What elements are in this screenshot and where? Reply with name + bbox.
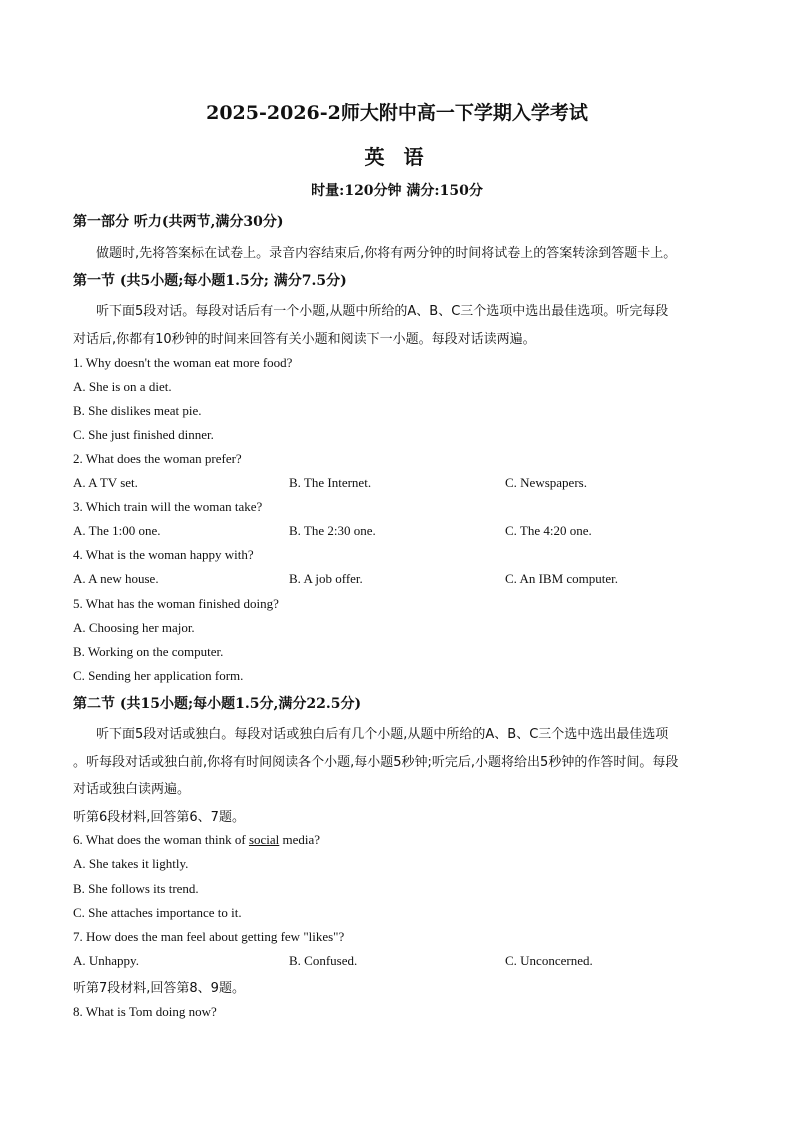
section2-instruction-1: 听下面5段对话或独白。每段对话或独白后有几个小题,从题中所给的A、B、C三个选中选出最佳选项 bbox=[96, 727, 669, 742]
question-5-option-b: B. Working on the computer. bbox=[73, 644, 224, 659]
question-4-option-b: B. A job offer. bbox=[289, 571, 363, 586]
question-2-option-a: A. A TV set. bbox=[73, 475, 138, 490]
question-7-option-a: A. Unhappy. bbox=[73, 953, 139, 968]
section2-instruction-3: 对话或独白读两遍。 bbox=[73, 782, 191, 797]
question-6-option-c: C. She attaches importance to it. bbox=[73, 905, 242, 920]
question-5-option-a: A. Choosing her major. bbox=[73, 620, 195, 635]
question-6-stem-pre: 6. What does the woman think of bbox=[73, 832, 249, 847]
exam-meta: 时量:120分钟 满分:150分 bbox=[311, 183, 483, 199]
question-1-option-a: A. She is on a diet. bbox=[73, 379, 172, 394]
question-2-option-b: B. The Internet. bbox=[289, 475, 372, 490]
question-4-option-a: A. A new house. bbox=[73, 571, 159, 586]
question-4-stem: 4. What is the woman happy with? bbox=[73, 547, 254, 562]
text6-label: 听第6段材料,回答第6、7题。 bbox=[73, 810, 245, 825]
exam-title: 2025-2026-2师大附中高一下学期入学考试 bbox=[206, 102, 588, 124]
question-2-stem: 2. What does the woman prefer? bbox=[73, 451, 242, 466]
question-7-option-c: C. Unconcerned. bbox=[505, 953, 593, 968]
question-6-option-b: B. She follows its trend. bbox=[73, 881, 199, 896]
question-6-option-a: A. She takes it lightly. bbox=[73, 856, 189, 871]
question-1-option-c: C. She just finished dinner. bbox=[73, 427, 214, 442]
section2-heading: 第二节 (共15小题;每小题1.5分,满分22.5分) bbox=[73, 696, 362, 712]
question-6-stem-underlined: social bbox=[248, 832, 280, 847]
question-8-stem: 8. What is Tom doing now? bbox=[73, 1004, 217, 1019]
question-3-option-a: A. The 1:00 one. bbox=[73, 523, 161, 538]
section2-instruction-2: 。听每段对话或独白前,你将有时间阅读各个小题,每小题5秒钟;听完后,小题将给出5秒钟的作答时间。每段 bbox=[73, 755, 679, 770]
question-3-stem: 3. Which train will the woman take? bbox=[73, 499, 263, 514]
question-4-option-c: C. An IBM computer. bbox=[505, 571, 619, 586]
subject-title: 英 语 bbox=[364, 145, 430, 169]
section1-instruction-2: 对话后,你都有10秒钟的时间来回答有关小题和阅读下一小题。每段对话读两遍。 bbox=[73, 332, 536, 347]
question-6-stem bbox=[73, 832, 320, 848]
part1-instruction: 做题时,先将答案标在试卷上。录音内容结束后,你将有两分钟的时间将试卷上的答案转涂到答题卡上。 bbox=[96, 246, 677, 261]
question-2-option-c: C. Newspapers. bbox=[505, 475, 587, 490]
question-6-stem-post: media? bbox=[279, 832, 321, 847]
question-1-stem: 1. Why doesn't the woman eat more food? bbox=[73, 355, 293, 370]
question-7-option-b: B. Confused. bbox=[289, 953, 358, 968]
question-5-option-c: C. Sending her application form. bbox=[73, 668, 244, 683]
question-3-option-c: C. The 4:20 one. bbox=[505, 523, 592, 538]
question-1-option-b: B. She dislikes meat pie. bbox=[73, 403, 202, 418]
section1-instruction-1: 听下面5段对话。每段对话后有一个小题,从题中所给的A、B、C三个选项中选出最佳选项。听完每段 bbox=[96, 304, 669, 319]
part1-heading: 第一部分 听力(共两节,满分30分) bbox=[73, 214, 284, 230]
section1-heading: 第一节 (共5小题;每小题1.5分; 满分7.5分) bbox=[73, 273, 347, 289]
question-7-stem: 7. How does the man feel about getting few "likes"? bbox=[73, 929, 345, 944]
text7-label: 听第7段材料,回答第8、9题。 bbox=[73, 981, 245, 996]
question-3-option-b: B. The 2:30 one. bbox=[289, 523, 376, 538]
question-5-stem: 5. What has the woman finished doing? bbox=[73, 596, 279, 611]
